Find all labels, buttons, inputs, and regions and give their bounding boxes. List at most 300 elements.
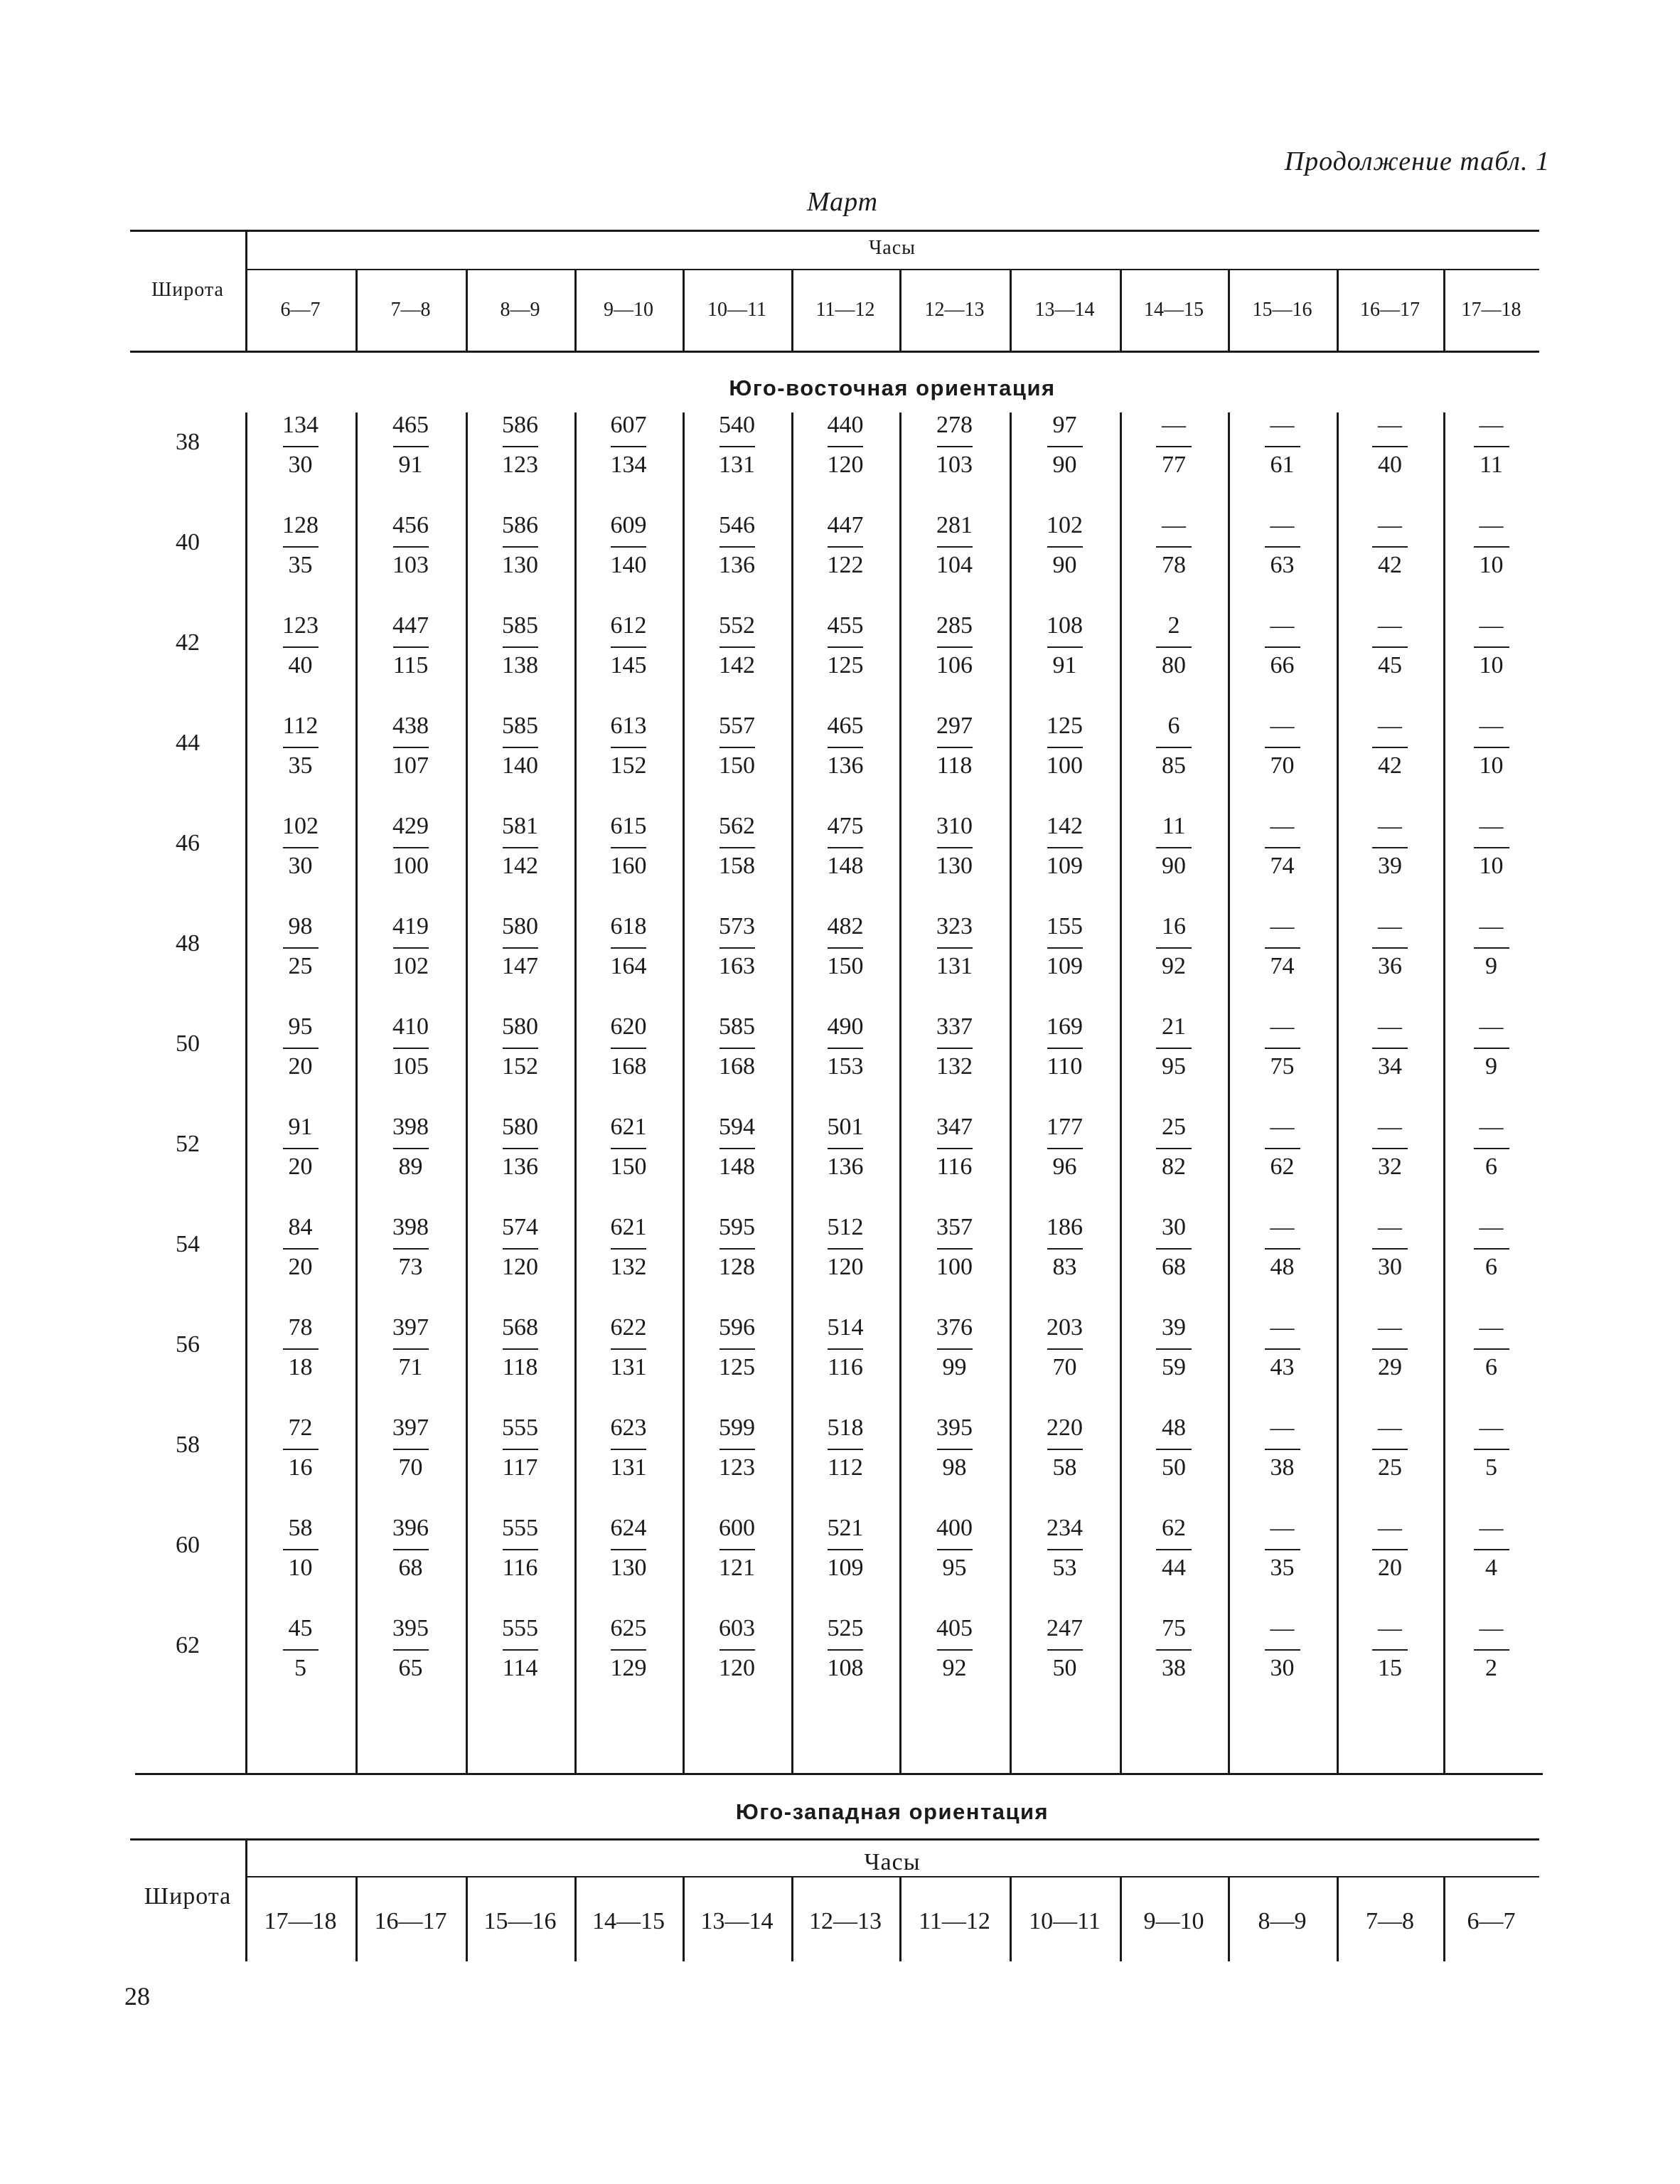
fraction-bar [1047, 847, 1083, 848]
fraction-bar [1474, 1048, 1509, 1049]
cell-denominator: 99 [942, 1354, 967, 1380]
cell-denominator: 153 [827, 1053, 864, 1080]
t1-value-cell [1361, 1415, 1418, 1481]
t1-header-col-line [574, 270, 577, 351]
cell-denominator: 95 [942, 1555, 967, 1581]
t1-value-cell [382, 412, 439, 478]
cell-denominator: 132 [936, 1053, 973, 1080]
cell-numerator: — [1479, 612, 1504, 639]
t1-value-cell [492, 1315, 549, 1380]
t1-value-cell [1037, 513, 1093, 578]
cell-numerator: — [1270, 1615, 1295, 1641]
t1-value-cell [600, 613, 657, 678]
table1-hours-rule [245, 269, 1539, 270]
fraction-bar [1474, 646, 1509, 648]
fraction-bar [611, 1248, 646, 1250]
t1-value-cell [1254, 713, 1311, 779]
cell-numerator: 609 [610, 512, 647, 538]
cell-denominator: 42 [1378, 552, 1402, 578]
t1-value-cell [1254, 613, 1311, 678]
t1-value-cell [272, 1315, 329, 1380]
fraction-bar [503, 646, 538, 648]
t1-value-cell [382, 1315, 439, 1380]
cell-denominator: 10 [288, 1555, 313, 1581]
t1-value-cell [1361, 914, 1418, 979]
t1-value-cell [1463, 1215, 1520, 1280]
fraction-bar [828, 847, 863, 848]
t1-value-cell [1361, 814, 1418, 879]
t1-hour-header: 11—12 [815, 299, 875, 321]
cell-denominator: 70 [1270, 752, 1295, 779]
t1-body-col-line [1228, 412, 1230, 1773]
t1-value-cell [1037, 1014, 1093, 1080]
t1-value-cell [600, 1315, 657, 1380]
fraction-bar [828, 1248, 863, 1250]
fraction-bar [1156, 1348, 1192, 1350]
cell-numerator: 11 [1162, 813, 1186, 839]
fraction-bar [719, 1248, 755, 1250]
t1-value-cell [382, 1616, 439, 1681]
fraction-bar [393, 1649, 429, 1651]
cell-denominator: 50 [1162, 1454, 1186, 1481]
fraction-bar [1265, 1048, 1300, 1049]
cell-numerator: — [1270, 1013, 1295, 1040]
cell-numerator: 525 [827, 1615, 864, 1641]
t1-value-cell [926, 713, 983, 779]
fraction-bar [937, 1148, 973, 1149]
fraction-bar [393, 546, 429, 548]
fraction-bar [937, 1248, 973, 1250]
fraction-bar [1156, 1449, 1192, 1450]
cell-numerator: 625 [610, 1615, 647, 1641]
cell-numerator: — [1270, 1515, 1295, 1541]
cell-denominator: 4 [1485, 1555, 1497, 1581]
t1-value-cell [1037, 713, 1093, 779]
cell-denominator: 25 [1378, 1454, 1402, 1481]
t1-value-cell [600, 814, 657, 879]
cell-numerator: 612 [610, 612, 647, 639]
fraction-bar [1372, 1549, 1408, 1550]
cell-numerator: 580 [502, 1013, 538, 1040]
cell-numerator: — [1270, 1415, 1295, 1441]
t1-value-cell [600, 1114, 657, 1180]
fraction-bar [1047, 1348, 1083, 1350]
cell-denominator: 109 [1047, 853, 1083, 879]
t1-body-col-line [1120, 412, 1122, 1773]
t1-value-cell [382, 814, 439, 879]
fraction-bar [283, 1449, 319, 1450]
cell-numerator: 607 [610, 412, 647, 438]
t1-value-cell [492, 713, 549, 779]
fraction-bar [1156, 1148, 1192, 1149]
fraction-bar [719, 646, 755, 648]
t1-hour-header: 9—10 [604, 299, 653, 321]
t1-value-cell [1463, 1114, 1520, 1180]
fraction-bar [1265, 446, 1300, 447]
cell-numerator: 169 [1047, 1013, 1083, 1040]
t1-latitude: 38 [176, 429, 200, 455]
fraction-bar [1474, 1348, 1509, 1350]
t1-body-col-line [574, 412, 577, 1773]
cell-numerator: — [1378, 713, 1402, 739]
t1-value-cell [600, 513, 657, 578]
t1-latitude: 48 [176, 930, 200, 957]
fraction-bar [1474, 1549, 1509, 1550]
cell-denominator: 107 [392, 752, 429, 779]
fraction-bar [283, 1348, 319, 1350]
fraction-bar [1047, 1649, 1083, 1651]
fraction-bar [937, 847, 973, 848]
fraction-bar [503, 546, 538, 548]
fraction-bar [283, 1649, 319, 1651]
t1-hour-header: 16—17 [1360, 299, 1420, 321]
fraction-bar [1156, 446, 1192, 447]
cell-denominator: 75 [1270, 1053, 1295, 1080]
cell-numerator: 45 [288, 1615, 313, 1641]
t1-body-col-line [791, 412, 793, 1773]
cell-numerator: 397 [392, 1415, 429, 1441]
cell-denominator: 130 [610, 1555, 647, 1581]
fraction-bar [1156, 646, 1192, 648]
cell-numerator: 490 [827, 1013, 864, 1040]
t1-latitude: 44 [176, 730, 200, 756]
t1-header-col-line [791, 270, 793, 351]
t1-header-col-line [355, 270, 358, 351]
cell-numerator: 84 [288, 1214, 313, 1240]
fraction-bar [393, 1348, 429, 1350]
fraction-bar [1372, 847, 1408, 848]
fraction-bar [393, 1549, 429, 1550]
t1-value-cell [272, 1516, 329, 1581]
fraction-bar [611, 446, 646, 447]
cell-denominator: 61 [1270, 452, 1295, 478]
t1-header-col-line [245, 232, 247, 351]
t1-value-cell [926, 1215, 983, 1280]
t1-value-cell [817, 713, 874, 779]
cell-numerator: — [1378, 512, 1402, 538]
cell-numerator: 247 [1047, 1615, 1083, 1641]
t1-value-cell [1145, 713, 1202, 779]
fraction-bar [719, 1449, 755, 1450]
fraction-bar [1156, 947, 1192, 949]
cell-denominator: 123 [502, 452, 538, 478]
cell-denominator: 39 [1378, 853, 1402, 879]
cell-numerator: 521 [827, 1515, 864, 1541]
fraction-bar [1265, 1449, 1300, 1450]
fraction-bar [1265, 947, 1300, 949]
t1-value-cell [272, 1014, 329, 1080]
cell-denominator: 58 [1052, 1454, 1077, 1481]
cell-denominator: 43 [1270, 1354, 1295, 1380]
cell-numerator: 134 [282, 412, 319, 438]
cell-denominator: 152 [610, 752, 647, 779]
t1-value-cell [1254, 1114, 1311, 1180]
cell-denominator: 70 [398, 1454, 423, 1481]
t1-value-cell [1361, 1315, 1418, 1380]
cell-numerator: 220 [1047, 1415, 1083, 1441]
t1-value-cell [1145, 1315, 1202, 1380]
cell-numerator: 585 [502, 713, 538, 739]
cell-numerator: 586 [502, 512, 538, 538]
cell-denominator: 11 [1480, 452, 1503, 478]
t1-value-cell [1463, 1315, 1520, 1380]
fraction-bar [1474, 1649, 1509, 1651]
fraction-bar [1265, 546, 1300, 548]
cell-numerator: 128 [282, 512, 319, 538]
fraction-bar [1265, 646, 1300, 648]
cell-denominator: 136 [827, 752, 864, 779]
cell-numerator: 186 [1047, 1214, 1083, 1240]
t1-value-cell [926, 412, 983, 478]
cell-numerator: 337 [936, 1013, 973, 1040]
cell-denominator: 150 [610, 1154, 647, 1180]
cell-numerator: — [1378, 813, 1402, 839]
t1-value-cell [600, 1516, 657, 1581]
cell-numerator: 613 [610, 713, 647, 739]
cell-numerator: 30 [1162, 1214, 1186, 1240]
fraction-bar [1156, 1649, 1192, 1651]
cell-denominator: 15 [1378, 1655, 1402, 1681]
cell-numerator: — [1378, 1214, 1402, 1240]
cell-denominator: 142 [502, 853, 538, 879]
fraction-bar [1474, 1148, 1509, 1149]
t1-value-cell [1361, 713, 1418, 779]
fraction-bar [393, 847, 429, 848]
table1-top-rule [130, 230, 1539, 232]
fraction-bar [937, 646, 973, 648]
cell-numerator: 78 [288, 1314, 313, 1341]
fraction-bar [1156, 1048, 1192, 1049]
fraction-bar [719, 546, 755, 548]
t1-value-cell [1463, 1415, 1520, 1481]
cell-numerator: 108 [1047, 612, 1083, 639]
table1-bottom-rule [135, 1773, 1543, 1775]
t1-header-col-line [466, 270, 468, 351]
cell-denominator: 82 [1162, 1154, 1186, 1180]
cell-numerator: 278 [936, 412, 973, 438]
t1-value-cell [926, 1014, 983, 1080]
t1-value-cell [382, 1415, 439, 1481]
t1-value-cell [709, 513, 766, 578]
fraction-bar [611, 1148, 646, 1149]
cell-denominator: 90 [1052, 552, 1077, 578]
cell-denominator: 136 [502, 1154, 538, 1180]
cell-numerator: — [1479, 1214, 1504, 1240]
cell-denominator: 73 [398, 1254, 423, 1280]
t1-value-cell [382, 613, 439, 678]
fraction-bar [828, 446, 863, 447]
t1-hour-header: 6—7 [280, 299, 321, 321]
t1-value-cell [382, 1215, 439, 1280]
cell-denominator: 145 [610, 652, 647, 678]
fraction-bar [719, 847, 755, 848]
cell-denominator: 35 [1270, 1555, 1295, 1581]
cell-numerator: 297 [936, 713, 973, 739]
cell-numerator: 429 [392, 813, 429, 839]
t1-value-cell [709, 1014, 766, 1080]
fraction-bar [611, 947, 646, 949]
cell-denominator: 123 [719, 1454, 755, 1481]
cell-numerator: 395 [392, 1615, 429, 1641]
cell-numerator: 91 [288, 1114, 313, 1140]
t1-value-cell [1361, 1616, 1418, 1681]
cell-numerator: — [1479, 1515, 1504, 1541]
cell-denominator: 138 [502, 652, 538, 678]
t1-value-cell [1361, 1014, 1418, 1080]
fraction-bar [937, 1348, 973, 1350]
t1-value-cell [1037, 1315, 1093, 1380]
cell-denominator: 160 [610, 853, 647, 879]
t1-value-cell [926, 1315, 983, 1380]
t1-value-cell [709, 814, 766, 879]
t1-value-cell [709, 1415, 766, 1481]
t1-latitude: 62 [176, 1632, 200, 1658]
cell-numerator: 6 [1167, 713, 1180, 739]
cell-denominator: 148 [719, 1154, 755, 1180]
fraction-bar [937, 947, 973, 949]
cell-denominator: 10 [1479, 652, 1504, 678]
t1-value-cell [1145, 1215, 1202, 1280]
cell-denominator: 147 [502, 953, 538, 979]
cell-numerator: 95 [288, 1013, 313, 1040]
cell-numerator: 398 [392, 1114, 429, 1140]
cell-denominator: 148 [827, 853, 864, 879]
cell-denominator: 130 [502, 552, 538, 578]
cell-denominator: 96 [1052, 1154, 1077, 1180]
t2-hour-header: 12—13 [809, 1908, 882, 1934]
fraction-bar [1265, 1348, 1300, 1350]
cell-numerator: — [1479, 913, 1504, 939]
t1-value-cell [1037, 1516, 1093, 1581]
t1-hour-header: 13—14 [1034, 299, 1095, 321]
cell-numerator: 285 [936, 612, 973, 639]
fraction-bar [283, 546, 319, 548]
cell-denominator: 34 [1378, 1053, 1402, 1080]
t1-value-cell [492, 412, 549, 478]
cell-denominator: 25 [288, 953, 313, 979]
cell-denominator: 90 [1162, 853, 1186, 879]
fraction-bar [828, 1449, 863, 1450]
cell-denominator: 95 [1162, 1053, 1186, 1080]
cell-denominator: 29 [1378, 1354, 1402, 1380]
t1-value-cell [1254, 814, 1311, 879]
cell-numerator: 581 [502, 813, 538, 839]
t1-value-cell [382, 713, 439, 779]
t1-hour-header: 15—16 [1252, 299, 1312, 321]
cell-numerator: 624 [610, 1515, 647, 1541]
cell-numerator: — [1378, 1314, 1402, 1341]
fraction-bar [611, 1449, 646, 1450]
cell-denominator: 152 [502, 1053, 538, 1080]
t1-value-cell [1145, 613, 1202, 678]
t1-value-cell [817, 814, 874, 879]
cell-numerator: 512 [827, 1214, 864, 1240]
t1-body-col-line [1443, 412, 1445, 1773]
fraction-bar [1474, 446, 1509, 447]
t1-value-cell [1463, 914, 1520, 979]
month-title: Март [806, 187, 879, 217]
t1-value-cell [1254, 1616, 1311, 1681]
t1-value-cell [817, 1516, 874, 1581]
t1-value-cell [272, 1616, 329, 1681]
cell-denominator: 10 [1479, 752, 1504, 779]
t1-latitude: 40 [176, 529, 200, 555]
t1-value-cell [1037, 1415, 1093, 1481]
cell-denominator: 5 [294, 1655, 306, 1681]
cell-denominator: 71 [398, 1354, 423, 1380]
cell-denominator: 120 [827, 1254, 864, 1280]
cell-denominator: 20 [288, 1154, 313, 1180]
t1-hour-header: 14—15 [1144, 299, 1204, 321]
cell-numerator: 419 [392, 913, 429, 939]
cell-denominator: 104 [936, 552, 973, 578]
cell-denominator: 140 [502, 752, 538, 779]
cell-numerator: 568 [502, 1314, 538, 1341]
t2-hour-header: 15—16 [483, 1908, 557, 1934]
cell-denominator: 168 [610, 1053, 647, 1080]
cell-numerator: 546 [719, 512, 755, 538]
cell-numerator: 102 [1047, 512, 1083, 538]
cell-denominator: 40 [288, 652, 313, 678]
t1-value-cell [492, 513, 549, 578]
cell-denominator: 59 [1162, 1354, 1186, 1380]
fraction-bar [719, 1549, 755, 1550]
t1-value-cell [709, 1215, 766, 1280]
t1-value-cell [1145, 914, 1202, 979]
fraction-bar [1156, 747, 1192, 748]
cell-denominator: 91 [398, 452, 423, 478]
cell-denominator: 105 [392, 1053, 429, 1080]
t1-value-cell [926, 814, 983, 879]
fraction-bar [393, 1048, 429, 1049]
cell-numerator: 447 [392, 612, 429, 639]
fraction-bar [1265, 747, 1300, 748]
cell-denominator: 45 [1378, 652, 1402, 678]
fraction-bar [1372, 1048, 1408, 1049]
cell-denominator: 44 [1162, 1555, 1186, 1581]
cell-numerator: 16 [1162, 913, 1186, 939]
t1-latitude: 54 [176, 1231, 200, 1257]
cell-numerator: 540 [719, 412, 755, 438]
fraction-bar [1047, 446, 1083, 447]
cell-denominator: 118 [936, 752, 973, 779]
t1-value-cell [600, 1215, 657, 1280]
t1-value-cell [272, 412, 329, 478]
fraction-bar [1265, 847, 1300, 848]
fraction-bar [283, 1248, 319, 1250]
cell-numerator: 455 [827, 612, 864, 639]
fraction-bar [719, 1348, 755, 1350]
fraction-bar [1265, 1248, 1300, 1250]
cell-numerator: — [1378, 412, 1402, 438]
t1-value-cell [926, 1114, 983, 1180]
cell-denominator: 6 [1485, 1154, 1497, 1180]
fraction-bar [1265, 1148, 1300, 1149]
cell-denominator: 92 [1162, 953, 1186, 979]
cell-numerator: 440 [827, 412, 864, 438]
t2-hour-header: 14—15 [592, 1908, 665, 1934]
cell-denominator: 65 [398, 1655, 423, 1681]
cell-numerator: 2 [1167, 612, 1180, 639]
t1-value-cell [817, 412, 874, 478]
fraction-bar [611, 1649, 646, 1651]
t1-header-col-line [1443, 270, 1445, 351]
cell-numerator: 618 [610, 913, 647, 939]
table1-section-title: Юго-восточная ориентация [729, 375, 1056, 400]
cell-numerator: 585 [719, 1013, 755, 1040]
fraction-bar [503, 1348, 538, 1350]
cell-numerator: — [1162, 512, 1186, 538]
